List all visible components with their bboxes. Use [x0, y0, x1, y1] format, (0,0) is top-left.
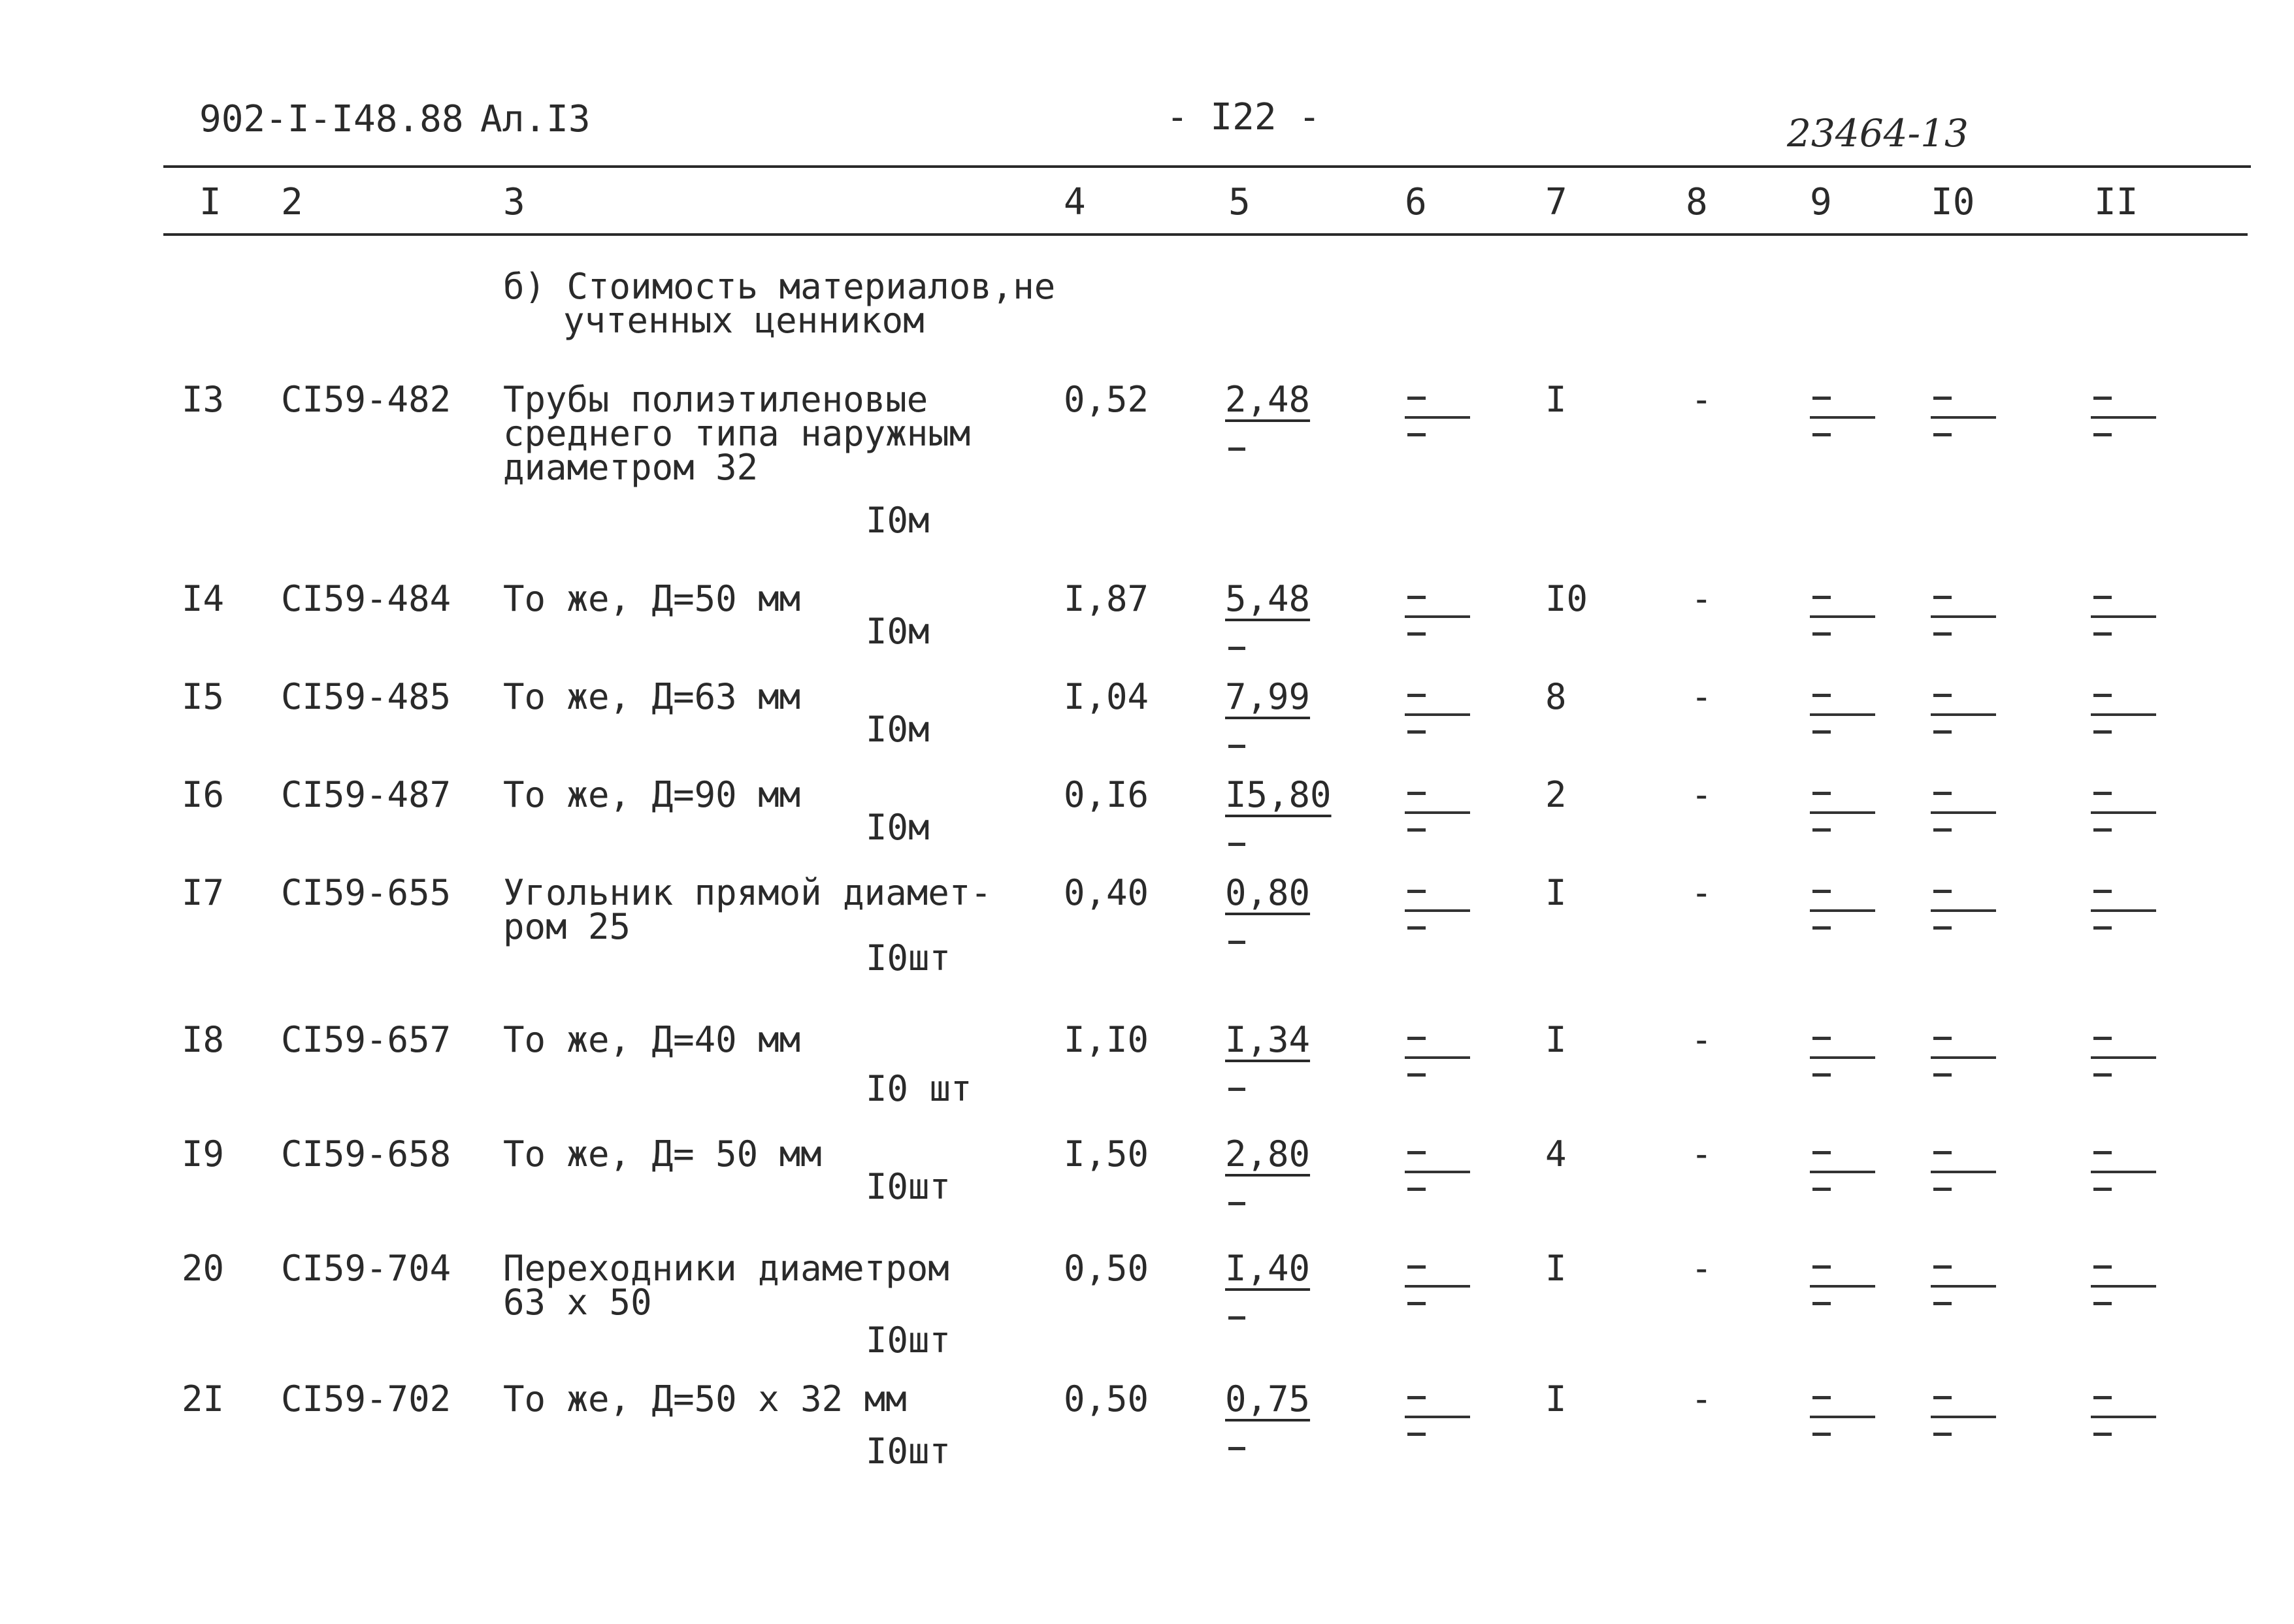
column-header-9: 9 [1810, 181, 1832, 223]
unit-price-value: 0,75 [1225, 1378, 1311, 1420]
count-value: I [1545, 1019, 1567, 1060]
col9-empty-fraction [1810, 1171, 1882, 1197]
row-number: I8 [182, 1019, 225, 1060]
col10-empty-fraction [1931, 909, 2003, 935]
col9-empty-fraction [1810, 909, 1882, 935]
count-value: 8 [1545, 676, 1567, 717]
unit-price-denominator-dash [1228, 647, 1245, 650]
item-name-line: Угольник прямой диамет- [503, 872, 992, 913]
row-number: 2I [182, 1378, 225, 1420]
unit-of-measure: I0м [866, 500, 930, 541]
column-header-10: I0 [1931, 181, 1975, 223]
column-8-dash: - [1691, 379, 1712, 420]
unit-price-denominator-dash [1228, 745, 1245, 748]
unit-price-denominator-dash [1228, 843, 1245, 846]
price-code: CI59-484 [281, 578, 451, 619]
item-name-line: То же, Д=63 мм [503, 676, 801, 717]
col6-empty-fraction [1405, 1285, 1477, 1311]
column-8-dash: - [1691, 872, 1712, 913]
unit-of-measure: I0м [866, 611, 930, 652]
item-name-line: диаметром 32 [503, 447, 759, 488]
col10-empty-fraction [1931, 615, 2003, 641]
col9-empty-fraction [1810, 1056, 1882, 1082]
item-name-line: То же, Д=90 мм [503, 774, 801, 815]
col6-empty-fraction [1405, 909, 1477, 935]
quantity-value: I,04 [1064, 676, 1149, 717]
header-bottom-rule [163, 233, 2248, 236]
col6-empty-fraction [1405, 1171, 1477, 1197]
unit-of-measure: I0шт [866, 1431, 951, 1472]
price-code: CI59-655 [281, 872, 451, 913]
col9-empty-fraction [1810, 416, 1882, 442]
unit-price-value: 7,99 [1225, 676, 1311, 717]
col6-empty-fraction [1405, 811, 1477, 837]
unit-price-value: 0,80 [1225, 872, 1311, 913]
unit-price-denominator-dash [1228, 447, 1245, 451]
quantity-value: 0,I6 [1064, 774, 1149, 815]
unit-price-denominator-dash [1228, 1447, 1245, 1450]
column-8-dash: - [1691, 578, 1712, 619]
column-8-dash: - [1691, 1248, 1712, 1289]
row-number: I9 [182, 1133, 225, 1175]
col11-empty-fraction [2091, 615, 2163, 641]
col10-empty-fraction [1931, 1171, 2003, 1197]
item-name-line: ром 25 [503, 906, 631, 947]
col10-empty-fraction [1931, 713, 2003, 739]
price-code: CI59-658 [281, 1133, 451, 1175]
column-header-5: 5 [1228, 181, 1251, 223]
col10-empty-fraction [1931, 811, 2003, 837]
col9-empty-fraction [1810, 1285, 1882, 1311]
column-header-4: 4 [1064, 181, 1086, 223]
unit-price-denominator-dash [1228, 1088, 1245, 1091]
row-number: I6 [182, 774, 225, 815]
item-name-line: То же, Д=40 мм [503, 1019, 801, 1060]
unit-of-measure: I0шт [866, 1166, 951, 1207]
count-value: I [1545, 379, 1567, 420]
unit-of-measure: I0м [866, 807, 930, 848]
col11-empty-fraction [2091, 909, 2163, 935]
column-header-8: 8 [1686, 181, 1708, 223]
col11-empty-fraction [2091, 811, 2163, 837]
col10-empty-fraction [1931, 1285, 2003, 1311]
column-header-11: II [2094, 181, 2138, 223]
quantity-value: I,87 [1064, 578, 1149, 619]
row-number: I7 [182, 872, 225, 913]
column-8-dash: - [1691, 1019, 1712, 1060]
col10-empty-fraction [1931, 416, 2003, 442]
col9-empty-fraction [1810, 615, 1882, 641]
price-code: CI59-657 [281, 1019, 451, 1060]
col11-empty-fraction [2091, 1171, 2163, 1197]
section-title-line2: учтенных ценником [563, 300, 925, 341]
document-code: 902-I-I48.88 [199, 98, 464, 140]
item-name-line: 63 х 50 [503, 1282, 652, 1323]
column-8-dash: - [1691, 774, 1712, 815]
quantity-value: 0,52 [1064, 379, 1149, 420]
quantity-value: 0,50 [1064, 1248, 1149, 1289]
unit-of-measure: I0 шт [866, 1068, 972, 1109]
unit-price-value: 5,48 [1225, 578, 1311, 619]
col6-empty-fraction [1405, 1416, 1477, 1442]
price-code: CI59-702 [281, 1378, 451, 1420]
unit-of-measure: I0м [866, 709, 930, 750]
item-name-line: То же, Д=50 х 32 мм [503, 1378, 907, 1420]
count-value: 4 [1545, 1133, 1567, 1175]
price-code: CI59-482 [281, 379, 451, 420]
column-8-dash: - [1691, 1133, 1712, 1175]
unit-of-measure: I0шт [866, 937, 951, 979]
column-header-1: I [199, 181, 221, 223]
page-number: - I22 - [1166, 96, 1321, 138]
count-value: I0 [1545, 578, 1588, 619]
col9-empty-fraction [1810, 1416, 1882, 1442]
col9-empty-fraction [1810, 811, 1882, 837]
item-name-line: То же, Д=50 мм [503, 578, 801, 619]
col10-empty-fraction [1931, 1056, 2003, 1082]
quantity-value: 0,50 [1064, 1378, 1149, 1420]
column-header-6: 6 [1405, 181, 1427, 223]
quantity-value: I,50 [1064, 1133, 1149, 1175]
unit-price-denominator-dash [1228, 1202, 1245, 1205]
column-8-dash: - [1691, 1378, 1712, 1420]
price-code: CI59-487 [281, 774, 451, 815]
price-code: CI59-485 [281, 676, 451, 717]
unit-price-denominator-dash [1228, 1316, 1245, 1320]
price-code: CI59-704 [281, 1248, 451, 1289]
section-title-line1: б) Стоимость материалов,не [503, 266, 1056, 307]
row-number: I3 [182, 379, 225, 420]
col6-empty-fraction [1405, 416, 1477, 442]
row-number: I4 [182, 578, 225, 619]
col11-empty-fraction [2091, 1056, 2163, 1082]
item-name-line: Переходники диаметром [503, 1248, 949, 1289]
col11-empty-fraction [2091, 713, 2163, 739]
quantity-value: 0,40 [1064, 872, 1149, 913]
count-value: I [1545, 872, 1567, 913]
col9-empty-fraction [1810, 713, 1882, 739]
item-name-line: среднего типа наружным [503, 413, 971, 454]
stamp-number: 23464-13 [1787, 111, 1969, 155]
column-header-2: 2 [281, 181, 303, 223]
item-name-line: Трубы полиэтиленовые [503, 379, 928, 420]
column-header-3: 3 [503, 181, 525, 223]
row-number: 20 [182, 1248, 225, 1289]
unit-price-value: 2,48 [1225, 379, 1311, 420]
col10-empty-fraction [1931, 1416, 2003, 1442]
header-top-rule [163, 165, 2251, 168]
col6-empty-fraction [1405, 713, 1477, 739]
count-value: 2 [1545, 774, 1567, 815]
quantity-value: I,I0 [1064, 1019, 1149, 1060]
count-value: I [1545, 1378, 1567, 1420]
col11-empty-fraction [2091, 416, 2163, 442]
column-8-dash: - [1691, 676, 1712, 717]
album-number: Ал.I3 [480, 98, 591, 140]
unit-price-value: I5,80 [1225, 774, 1332, 815]
unit-price-denominator-dash [1228, 941, 1245, 944]
unit-price-value: 2,80 [1225, 1133, 1311, 1175]
col11-empty-fraction [2091, 1285, 2163, 1311]
col6-empty-fraction [1405, 615, 1477, 641]
row-number: I5 [182, 676, 225, 717]
col6-empty-fraction [1405, 1056, 1477, 1082]
column-header-7: 7 [1545, 181, 1567, 223]
item-name-line: То же, Д= 50 мм [503, 1133, 822, 1175]
unit-price-value: I,40 [1225, 1248, 1311, 1289]
count-value: I [1545, 1248, 1567, 1289]
unit-of-measure: I0шт [866, 1320, 951, 1361]
unit-price-value: I,34 [1225, 1019, 1311, 1060]
col11-empty-fraction [2091, 1416, 2163, 1442]
